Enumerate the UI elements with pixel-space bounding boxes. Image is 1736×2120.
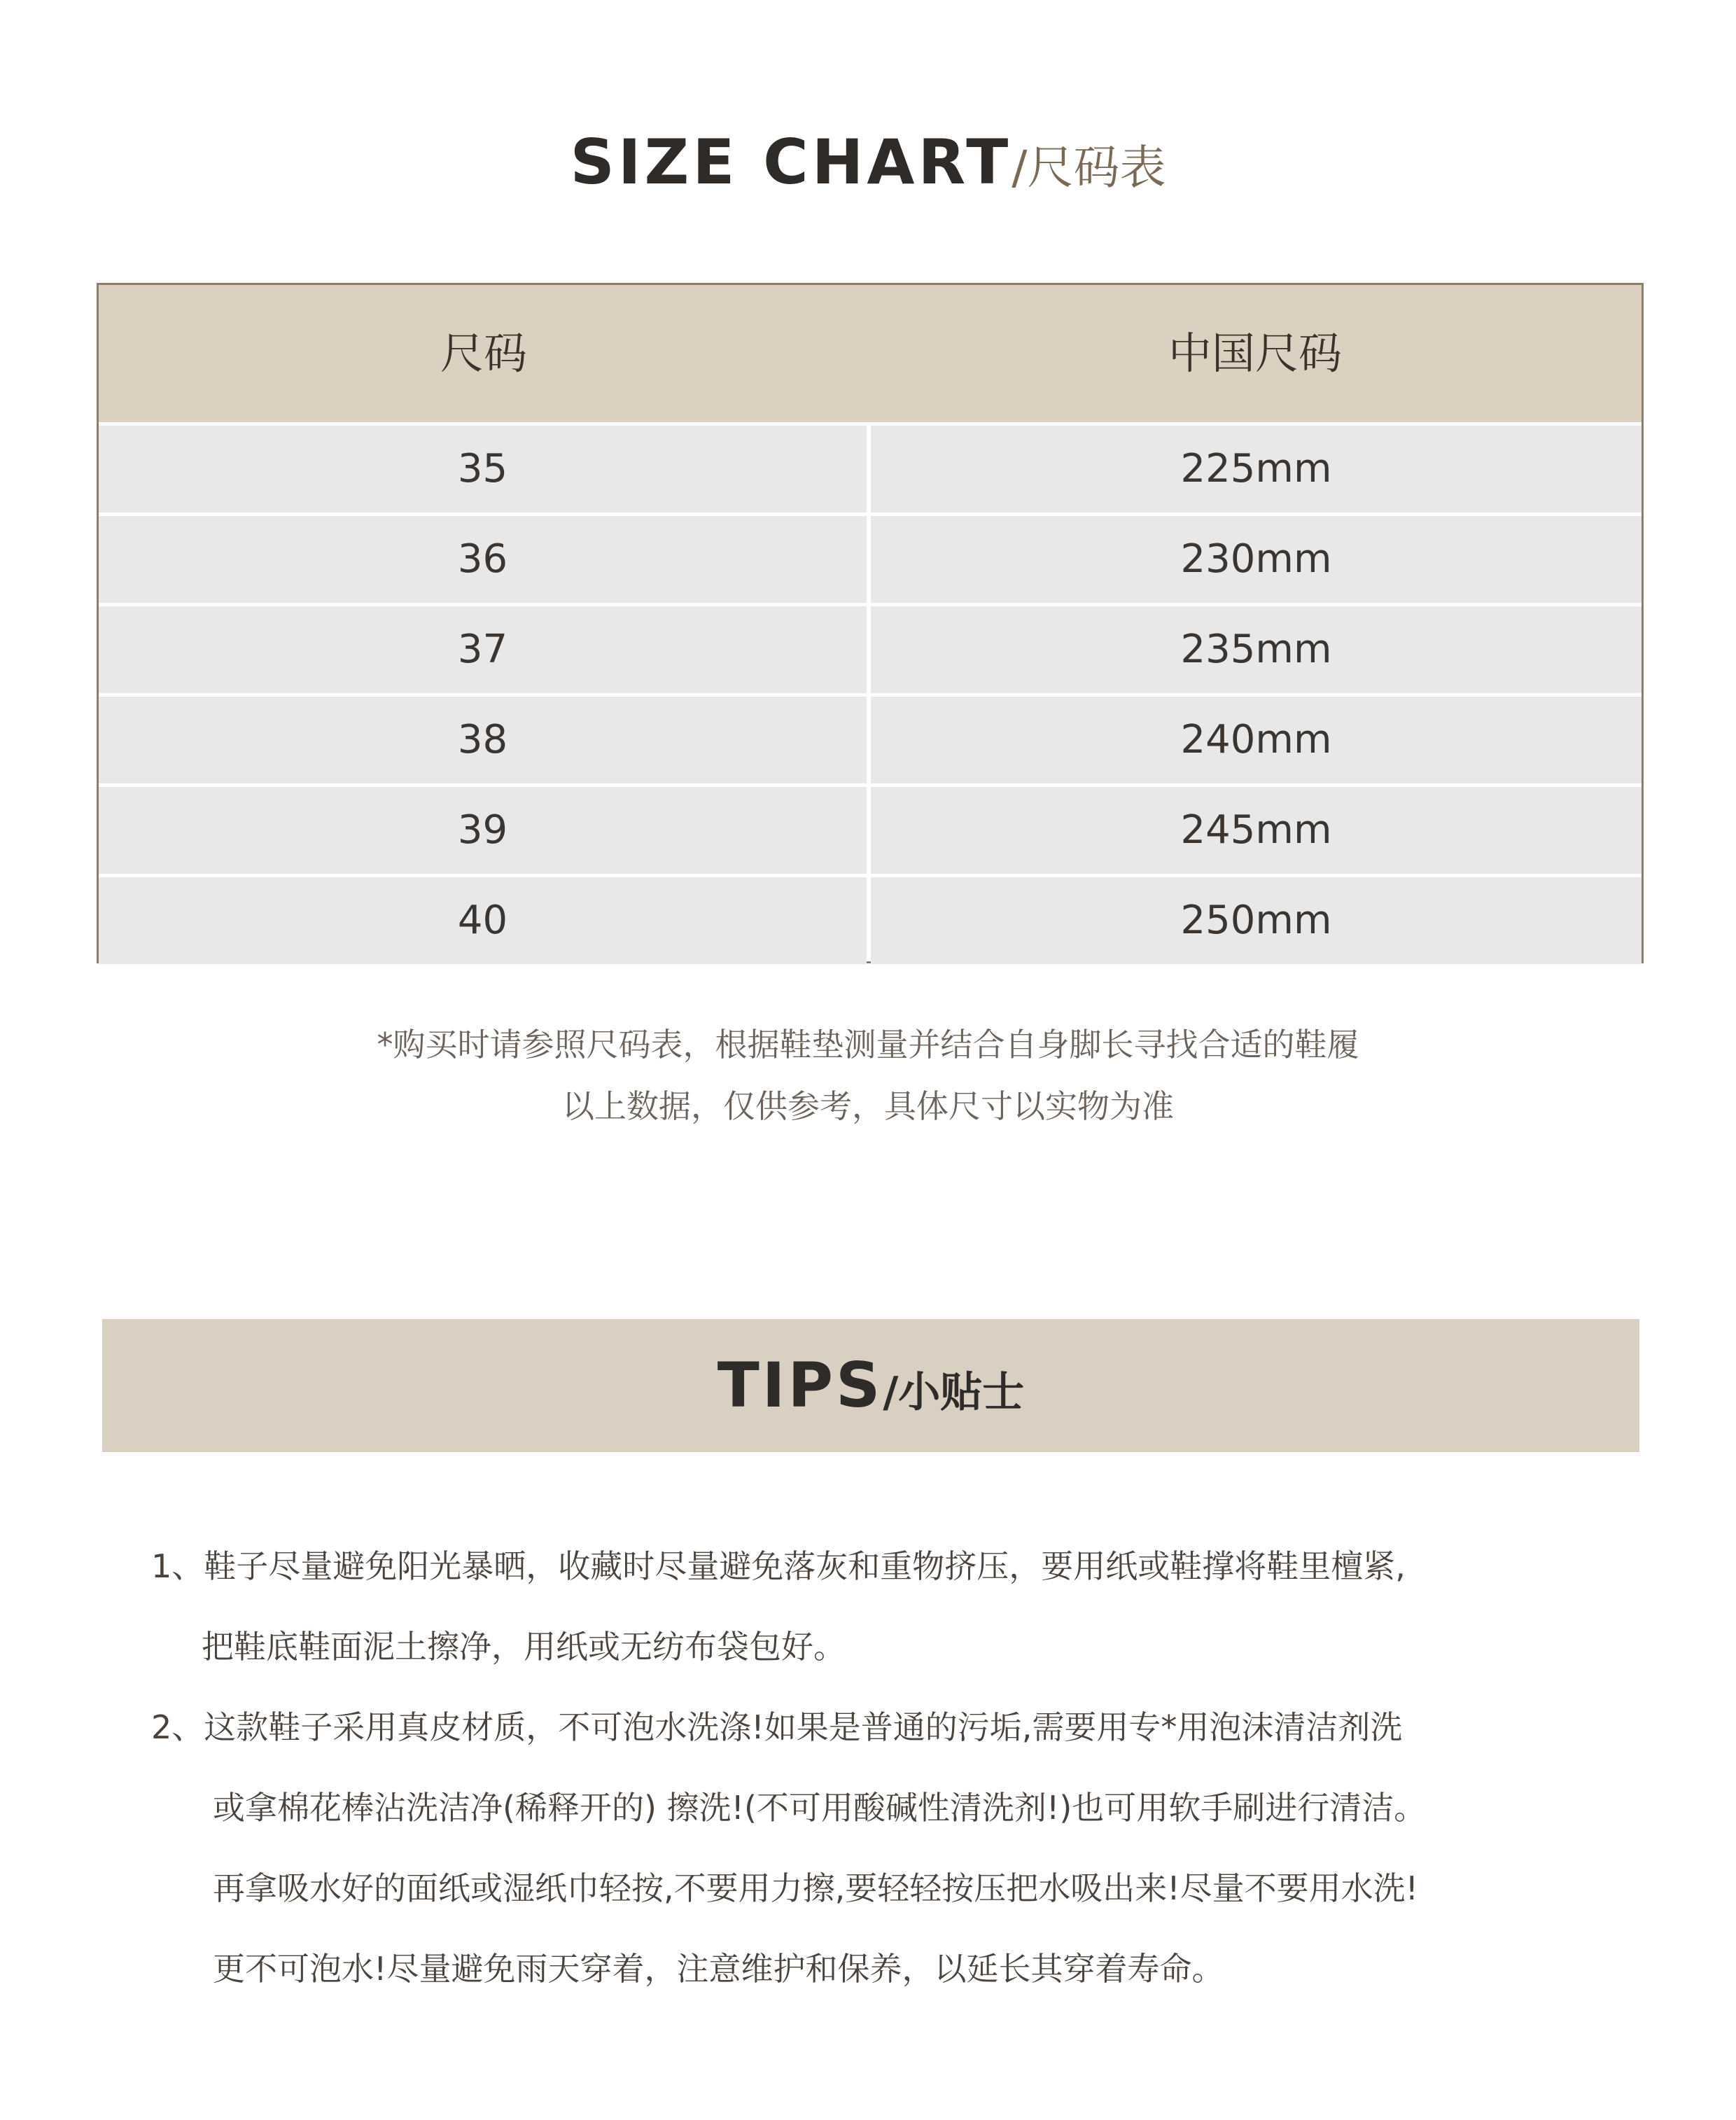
size-note-line-1: *购买时请参照尺码表，根据鞋垫测量并结合自身脚长寻找合适的鞋履 <box>377 1026 1359 1064</box>
size-chart-title <box>0 126 1736 198</box>
size-table <box>97 283 1644 963</box>
tips-banner <box>102 1319 1639 1452</box>
table-row <box>99 422 1642 512</box>
size-cell: 35 <box>99 426 867 512</box>
china-size-cell: 245mm <box>871 787 1642 874</box>
size-cell: 40 <box>99 877 867 964</box>
china-size-cell: 225mm <box>871 426 1642 512</box>
tips-title-en: TIPS <box>717 1349 883 1421</box>
size-cell: 36 <box>99 516 867 603</box>
tips-title-cn: /小贴士 <box>883 1368 1025 1417</box>
table-body <box>99 422 1642 964</box>
tips-content <box>151 1526 1607 2009</box>
table-row <box>99 512 1642 603</box>
table-row <box>99 783 1642 874</box>
header-china-size: 中国尺码 <box>1168 328 1342 379</box>
size-chart-title-cn: /尺码表 <box>1011 141 1166 195</box>
tip-line: 把鞋底鞋面泥土擦净，用纸或无纺布袋包好。 <box>202 1628 846 1666</box>
tip-line: 再拿吸水好的面纸或湿纸巾轻按,不要用力擦,要轻轻按压把水吸出来!尽量不要用水洗! <box>213 1869 1419 1907</box>
size-cell: 38 <box>99 697 867 783</box>
table-header-row <box>99 285 1642 422</box>
tip-line: 2、这款鞋子采用真皮材质，不可泡水洗涤!如果是普通的污垢,需要用专*用泡沫清洁剂洗 <box>151 1708 1403 1746</box>
size-note <box>0 1014 1736 1137</box>
size-cell: 39 <box>99 787 867 874</box>
china-size-cell: 240mm <box>871 697 1642 783</box>
tip-line: 或拿棉花棒沾洗洁净(稀释开的) 擦洗!(不可用酸碱性清洗剂!)也可用软手刷进行清洁。 <box>213 1789 1427 1827</box>
china-size-cell: 235mm <box>871 606 1642 693</box>
size-chart-title-en: SIZE CHART <box>570 126 1012 198</box>
table-row <box>99 693 1642 783</box>
china-size-cell: 230mm <box>871 516 1642 603</box>
size-note-line-2: 以上数据，仅供参考，具体尺寸以实物为准 <box>562 1087 1174 1125</box>
china-size-cell: 250mm <box>871 877 1642 964</box>
table-row <box>99 603 1642 693</box>
size-cell: 37 <box>99 606 867 693</box>
tip-line: 更不可泡水!尽量避免雨天穿着，注意维护和保养，以延长其穿着寿命。 <box>213 1950 1224 1988</box>
header-size: 尺码 <box>440 328 527 379</box>
tip-line: 1、鞋子尽量避免阳光暴晒，收藏时尽量避免落灰和重物挤压，要用纸或鞋撑将鞋里檀紧, <box>151 1547 1406 1585</box>
table-row <box>99 874 1642 964</box>
